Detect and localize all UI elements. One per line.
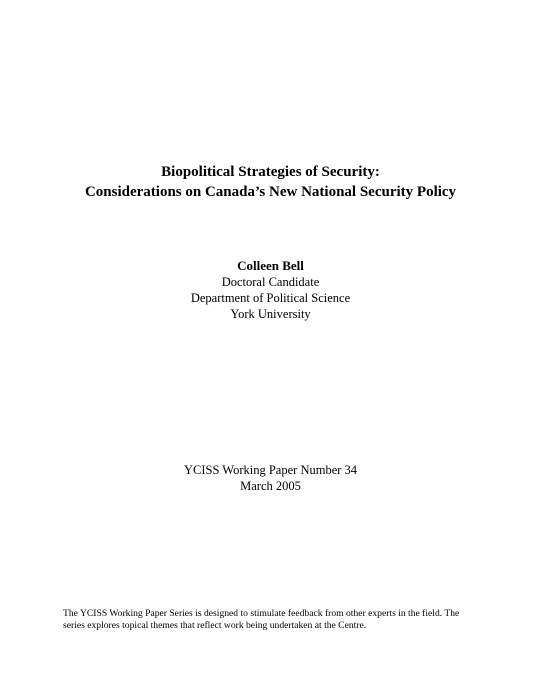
paper-title <box>0 162 541 202</box>
publication-date: March 2005 <box>240 479 301 493</box>
author-institution: York University <box>230 307 311 321</box>
series-description-line-2: series explores topical themes that reflect work being undertaken at the Centre. <box>63 620 367 631</box>
series-description <box>63 608 483 632</box>
author-department: Department of Political Science <box>190 291 351 305</box>
author-block <box>0 258 541 322</box>
title-line-2: Considerations on Canada’s New National Security Policy <box>84 184 457 200</box>
author-position: Doctoral Candidate <box>221 275 320 289</box>
series-description-line-1: The YCISS Working Paper Series is designed to stimulate feedback from other experts in the field. The <box>63 608 460 619</box>
working-paper-number: YCISS Working Paper Number 34 <box>183 463 358 477</box>
series-info <box>0 462 541 494</box>
author-name: Colleen Bell <box>237 258 304 273</box>
title-line-1: Biopolitical Strategies of Security: <box>161 164 380 180</box>
